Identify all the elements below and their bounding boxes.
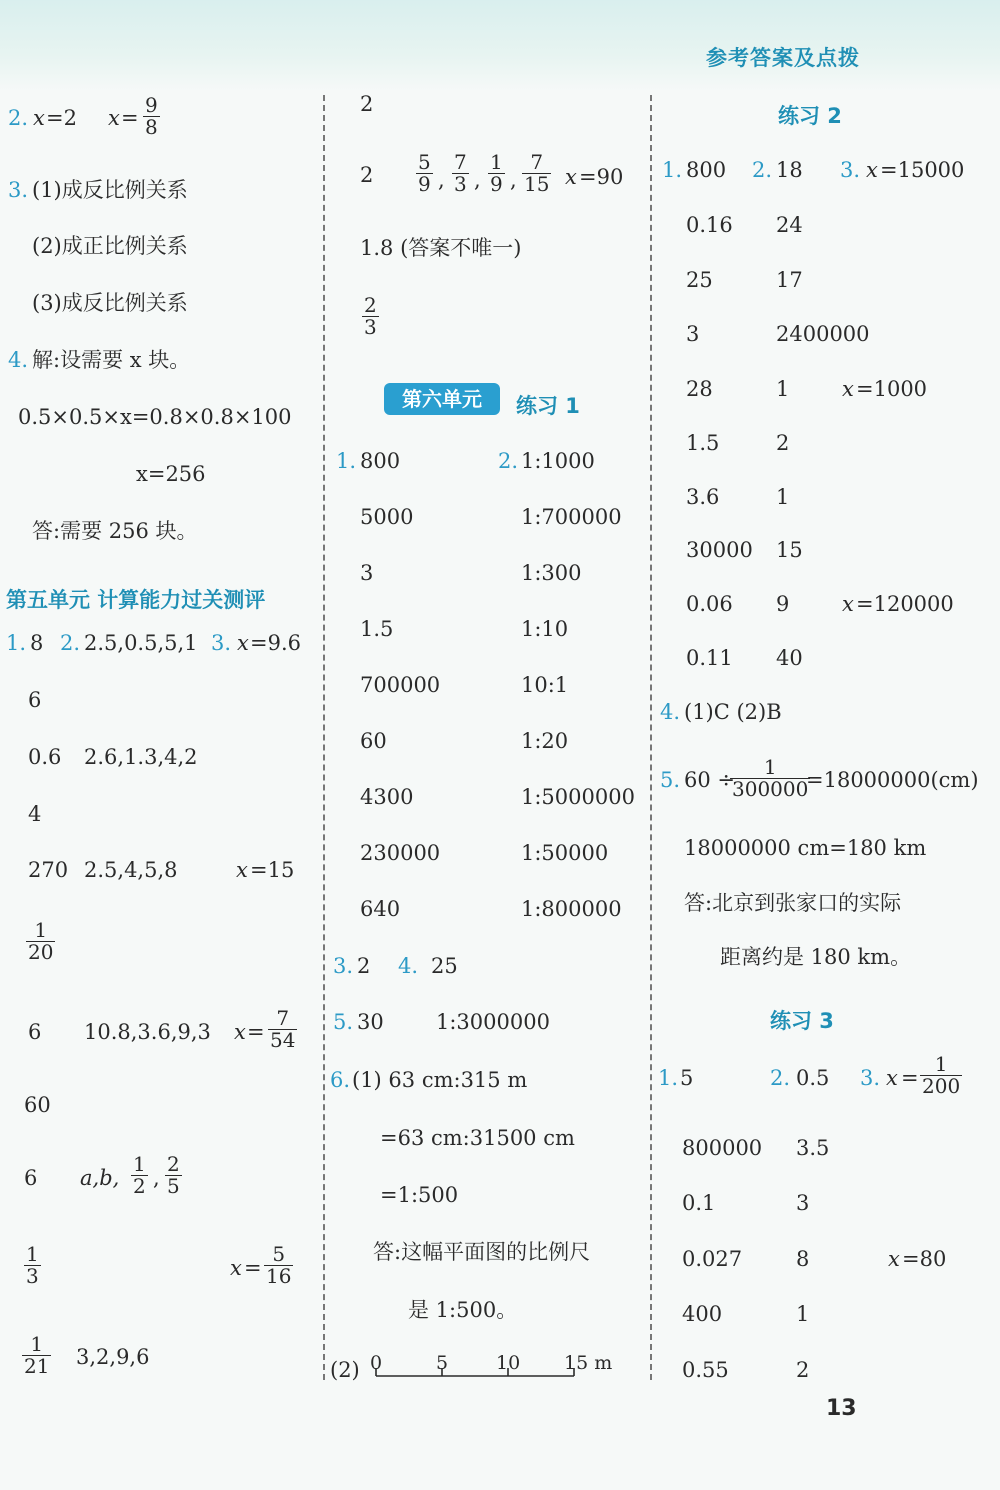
answer-text: 2 bbox=[357, 954, 371, 978]
answer-text: 5000 bbox=[360, 505, 414, 529]
fraction bbox=[131, 1154, 148, 1197]
answer-text: 6 bbox=[28, 1020, 42, 1044]
answer-text: (3)成反比例关系 bbox=[32, 291, 188, 315]
answer-text: =63 cm:31500 cm bbox=[380, 1126, 575, 1150]
answer-text: =1:500 bbox=[380, 1183, 459, 1207]
answer-text: 0.1 bbox=[682, 1191, 716, 1215]
answer-text: 24 bbox=[776, 213, 803, 237]
denominator: 8 bbox=[145, 115, 158, 139]
answer-text: 1:300 bbox=[521, 561, 582, 585]
denominator: 3 bbox=[364, 315, 377, 339]
equals: = bbox=[244, 1256, 262, 1280]
numerator: 7 bbox=[454, 150, 467, 174]
equals: = bbox=[247, 1020, 265, 1044]
q-number: 6. bbox=[330, 1068, 351, 1092]
numerator: 1 bbox=[133, 1152, 146, 1176]
numerator: 1 bbox=[30, 1332, 44, 1356]
answer-text: 640 bbox=[360, 897, 401, 921]
answer-text: a,b, bbox=[80, 1166, 120, 1190]
q-number: 2. bbox=[8, 106, 29, 130]
answer-text: =15000 bbox=[880, 158, 965, 182]
answer-text: 800000 bbox=[682, 1136, 763, 1160]
numerator: 5 bbox=[418, 150, 431, 174]
var-x: x bbox=[33, 106, 45, 130]
numerator: 5 bbox=[272, 1242, 286, 1266]
exercise-1-title: 练习 1 bbox=[516, 394, 580, 418]
denominator: 200 bbox=[922, 1074, 961, 1098]
answer-text: 8 bbox=[796, 1247, 810, 1271]
var-x: x bbox=[237, 631, 249, 655]
denominator: 9 bbox=[418, 172, 431, 196]
equals: = bbox=[901, 1066, 919, 1090]
answer-text: =9.6 bbox=[250, 631, 301, 655]
answer-text: 4 bbox=[28, 802, 42, 826]
answer-text: 0.027 bbox=[682, 1247, 743, 1271]
answer-text: 1.5 bbox=[360, 617, 394, 641]
answer-text: 30000 bbox=[686, 538, 753, 562]
answer-text: =1000 bbox=[856, 377, 928, 401]
answer-text: 1:800000 bbox=[521, 897, 622, 921]
answer-text: 18 bbox=[776, 158, 803, 182]
answer-text: 230000 bbox=[360, 841, 441, 865]
answer-text: 10.8,3.6,9,3 bbox=[84, 1020, 211, 1044]
comma: , bbox=[474, 168, 481, 192]
fraction bbox=[362, 295, 379, 338]
answer-text: 60 bbox=[360, 729, 387, 753]
answer-text: 6 bbox=[24, 1166, 38, 1190]
answer-text: 700000 bbox=[360, 673, 441, 697]
q-number: 3. bbox=[333, 954, 354, 978]
q-number: 3. bbox=[840, 158, 861, 182]
denominator: 21 bbox=[24, 1354, 50, 1378]
answer-text: 15 bbox=[776, 538, 803, 562]
q-number: 4. bbox=[398, 954, 419, 978]
answer-text: 2.5,0.5,5,1 bbox=[84, 631, 198, 655]
var-x: x bbox=[565, 165, 577, 189]
answer-text: 30 bbox=[357, 1010, 384, 1034]
answer-text: =2 bbox=[46, 106, 77, 130]
numerator: 7 bbox=[530, 150, 544, 174]
q-number: 4. bbox=[8, 348, 29, 372]
denominator: 3 bbox=[26, 1264, 39, 1288]
fraction bbox=[268, 1008, 297, 1051]
comma: , bbox=[153, 1166, 160, 1190]
numerator: 1 bbox=[34, 918, 48, 942]
answer-text: 2 bbox=[360, 163, 374, 187]
column-divider-2 bbox=[650, 95, 652, 1380]
q-number: 5. bbox=[660, 768, 681, 792]
numerator: 1 bbox=[26, 1242, 39, 1266]
var-x: x bbox=[234, 1020, 246, 1044]
answer-text: =18000000(cm) bbox=[806, 768, 979, 792]
answer-text: 25 bbox=[431, 954, 458, 978]
answer-text: 1:5000000 bbox=[521, 785, 635, 809]
answer-text: 3 bbox=[360, 561, 374, 585]
exercise-2-title: 练习 2 bbox=[778, 104, 842, 128]
fraction bbox=[522, 152, 551, 195]
answer-text: 3.5 bbox=[796, 1136, 830, 1160]
answer-text: =15 bbox=[250, 858, 295, 882]
numerator: 1 bbox=[934, 1052, 948, 1076]
answer-text: 270 bbox=[28, 858, 69, 882]
answer-text: 1.8 (答案不唯一) bbox=[360, 236, 522, 260]
answer-text: 1:3000000 bbox=[436, 1010, 550, 1034]
exercise-3-title: 练习 3 bbox=[770, 1009, 834, 1033]
ruler-label: 10 bbox=[496, 1352, 521, 1374]
answer-text: 是 1:500。 bbox=[408, 1298, 518, 1322]
q-number: 1. bbox=[658, 1066, 679, 1090]
q-number: 1. bbox=[6, 631, 27, 655]
answer-text: 18000000 cm=180 km bbox=[684, 836, 927, 860]
answer-text: 解:设需要 x 块。 bbox=[32, 348, 191, 372]
answer-text: 28 bbox=[686, 377, 713, 401]
q-number: 2. bbox=[752, 158, 773, 182]
numerator: 2 bbox=[167, 1152, 180, 1176]
ruler-label: 15 m bbox=[564, 1352, 613, 1374]
answer-text: 9 bbox=[776, 592, 790, 616]
fraction bbox=[26, 920, 55, 963]
numerator: 7 bbox=[276, 1006, 290, 1030]
answer-text: 2.5,4,5,8 bbox=[84, 858, 178, 882]
fraction bbox=[24, 1244, 41, 1287]
answer-text: 2.6,1.3,4,2 bbox=[84, 745, 198, 769]
answer-text: 0.11 bbox=[686, 646, 733, 670]
fraction bbox=[416, 152, 433, 195]
answer-text: 2 bbox=[796, 1358, 810, 1382]
var-x: x bbox=[886, 1066, 898, 1090]
answer-text: 0.16 bbox=[686, 213, 733, 237]
unit-6-badge: 第六单元 bbox=[384, 383, 500, 415]
answer-text: 3 bbox=[686, 322, 700, 346]
answer-text: 1 bbox=[796, 1302, 810, 1326]
answer-text: 1 bbox=[776, 485, 790, 509]
comma: , bbox=[510, 168, 517, 192]
q-number: 3. bbox=[8, 178, 29, 202]
column-divider-1 bbox=[323, 95, 325, 1380]
q-number: 4. bbox=[660, 700, 681, 724]
ruler-label: 5 bbox=[436, 1352, 449, 1374]
answer-text: 8 bbox=[30, 631, 44, 655]
answer-text: 800 bbox=[360, 449, 401, 473]
denominator: 300000 bbox=[732, 777, 809, 801]
var-x: x bbox=[236, 858, 248, 882]
var-x: x bbox=[108, 106, 120, 130]
answer-text: 400 bbox=[682, 1302, 723, 1326]
denominator: 3 bbox=[454, 172, 467, 196]
scale-ruler bbox=[370, 1352, 614, 1388]
answer-text: (1)C (2)B bbox=[684, 700, 782, 724]
denominator: 20 bbox=[28, 940, 54, 964]
answer-text: 1:20 bbox=[521, 729, 569, 753]
numerator: 2 bbox=[364, 293, 377, 317]
answer-text: 2 bbox=[360, 92, 374, 116]
answer-text: 3 bbox=[796, 1191, 810, 1215]
denominator: 16 bbox=[266, 1264, 292, 1288]
fraction bbox=[165, 1154, 182, 1197]
answer-text: 4300 bbox=[360, 785, 414, 809]
answer-text: 25 bbox=[686, 268, 713, 292]
fraction bbox=[920, 1054, 962, 1097]
answer-text: 1:10 bbox=[521, 617, 569, 641]
answer-text: 0.5 bbox=[796, 1066, 830, 1090]
denominator: 15 bbox=[524, 172, 550, 196]
denominator: 5 bbox=[167, 1174, 180, 1198]
q-number: 3. bbox=[211, 631, 232, 655]
answer-text: 1:700000 bbox=[521, 505, 622, 529]
answer-text: 6 bbox=[28, 688, 42, 712]
denominator: 54 bbox=[270, 1028, 296, 1052]
equals: = bbox=[121, 106, 139, 130]
answer-text: 5 bbox=[680, 1066, 694, 1090]
q-number: 2. bbox=[498, 449, 519, 473]
q-number: 1. bbox=[336, 449, 357, 473]
q-number: 3. bbox=[860, 1066, 881, 1090]
answer-text: (2)成正比例关系 bbox=[32, 234, 188, 258]
answer-text: 答:这幅平面图的比例尺 bbox=[373, 1240, 591, 1264]
answer-text: 1:1000 bbox=[521, 449, 595, 473]
answer-text: 2 bbox=[776, 431, 790, 455]
ruler-label: 0 bbox=[370, 1352, 383, 1374]
fraction bbox=[452, 152, 469, 195]
q-number: 2. bbox=[770, 1066, 791, 1090]
q-number: 2. bbox=[60, 631, 81, 655]
answer-text: 0.6 bbox=[28, 745, 62, 769]
comma: , bbox=[438, 168, 445, 192]
answer-text: 0.06 bbox=[686, 592, 733, 616]
fraction bbox=[730, 757, 810, 800]
answer-text: (1) 63 cm:315 m bbox=[352, 1068, 528, 1092]
answer-text: (1)成反比例关系 bbox=[32, 178, 188, 202]
var-x: x bbox=[842, 377, 854, 401]
fraction bbox=[488, 152, 505, 195]
answer-text: (2) bbox=[330, 1358, 360, 1382]
denominator: 9 bbox=[490, 172, 503, 196]
unit-5-title: 第五单元 计算能力过关测评 bbox=[6, 588, 266, 612]
equation: x=256 bbox=[136, 462, 206, 486]
var-x: x bbox=[230, 1256, 242, 1280]
fraction bbox=[143, 95, 160, 138]
page-number: 13 bbox=[826, 1396, 857, 1421]
var-x: x bbox=[888, 1247, 900, 1271]
answer-text: =90 bbox=[579, 165, 624, 189]
answer-text: =120000 bbox=[856, 592, 954, 616]
answer-text: 0.55 bbox=[682, 1358, 729, 1382]
answer-text: =80 bbox=[902, 1247, 947, 1271]
answer-text: 1:50000 bbox=[521, 841, 609, 865]
answer-text: 距离约是 180 km。 bbox=[720, 945, 912, 969]
answer-text: 60 bbox=[24, 1093, 51, 1117]
answer-text: 答:北京到张家口的实际 bbox=[684, 891, 902, 915]
answer-text: 1.5 bbox=[686, 431, 720, 455]
answer-text: 60 ÷ bbox=[684, 768, 735, 792]
answer-text: 答:需要 256 块。 bbox=[32, 519, 198, 543]
answer-text: 3.6 bbox=[686, 485, 720, 509]
header-title: 参考答案及点拨 bbox=[706, 46, 860, 70]
answer-text: 3,2,9,6 bbox=[76, 1345, 150, 1369]
answer-text: 10:1 bbox=[521, 673, 569, 697]
var-x: x bbox=[866, 158, 878, 182]
answer-text: 1 bbox=[776, 377, 790, 401]
answer-text: 17 bbox=[776, 268, 803, 292]
fraction bbox=[264, 1244, 293, 1287]
q-number: 5. bbox=[333, 1010, 354, 1034]
answer-text: 40 bbox=[776, 646, 803, 670]
equation: 0.5×0.5×x=0.8×0.8×100 bbox=[18, 405, 292, 429]
numerator: 1 bbox=[490, 150, 503, 174]
answer-text: 2400000 bbox=[776, 322, 870, 346]
denominator: 2 bbox=[133, 1174, 146, 1198]
numerator: 9 bbox=[145, 93, 158, 117]
var-x: x bbox=[842, 592, 854, 616]
q-number: 1. bbox=[662, 158, 683, 182]
fraction bbox=[22, 1334, 51, 1377]
numerator: 1 bbox=[763, 755, 777, 779]
answer-text: 800 bbox=[686, 158, 727, 182]
